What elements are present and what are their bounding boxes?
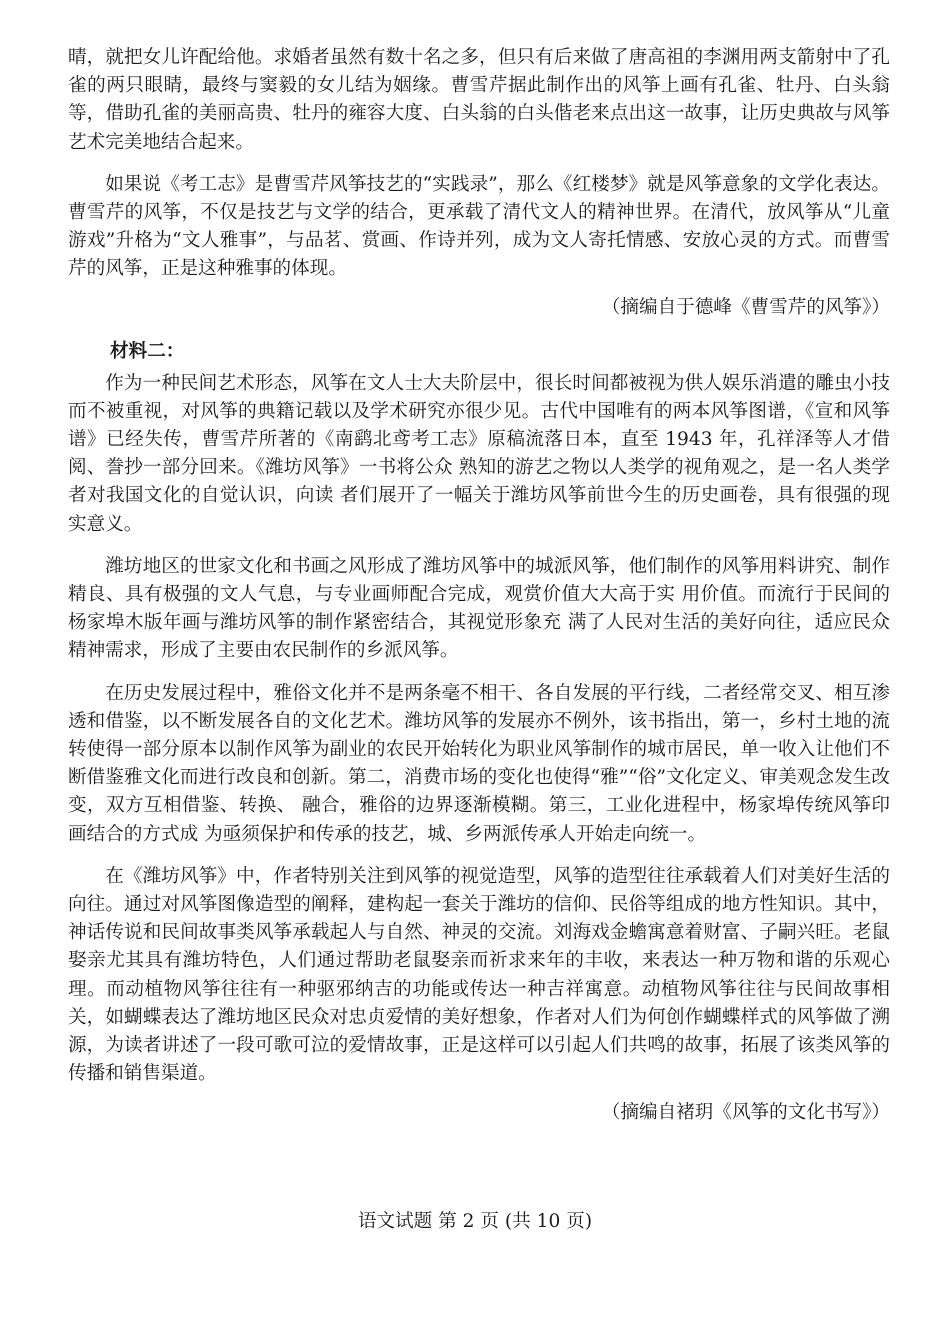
material2-paragraph-1: 作为一种民间艺术形态，风筝在文人士大夫阶层中，很长时间都被视为供人娱乐消遣的雕虫小技而不被重视，对风筝的典籍记载以及学术研究亦很少见。古代中国唯有的两本风筝图谱，《宣和风筝谱》已经失传，曹雪芹所著的《南鹞北鸢考工志》原稿流落日本，直至 1943 年，孔祥泽等人才借阅、誊抄一部分回来。《潍坊风筝》一书将公众 熟知的游艺之物以人类学的视角观之，是一名人类学者对我国文化的自觉认识，向读 者们展开了一幅关于潍坊风筝前世今生的历史画卷，具有很强的现实意义。 [68,372,890,535]
material2-heading: 材料二： [110,340,185,362]
material2-paragraph-3: 在历史发展过程中，雅俗文化并不是两条毫不相干、各自发展的平行线，二者经常交叉、相互渗透和借鉴，以不断发展各自的文化艺术。潍坊风筝的发展亦不例外，该书指出，第一，乡村土地的流转使得一部分原本以制作风筝为副业的农民开始转化为职业风筝制作的城市居民，单一收入让他们不断借鉴雅文化而进行改良和创新。第二，消费市场的变化也使得“雅”“俗”文化定义、审美观念发生改变，双方互相借鉴、转换、 融合，雅俗的边界逐渐模糊。第三，工业化进程中，杨家埠传统风筝印画结合的方式成 为亟须保护和传承的技艺，城、乡两派传承人开始走向统一。 [68,682,890,845]
page-content [68,44,890,1127]
page-footer: 语文试题 第 2 页 (共 10 页) [357,1211,593,1232]
material1-paragraph-2: 如果说《考工志》是曹雪芹风筝技艺的“实践录”，那么《红楼梦》就是风筝意象的文学化表达。曹雪芹的风筝，不仅是技艺与文学的结合，更承载了清代文人的精神世界。在清代，放风筝从“儿童游戏”升格为“文人雅事”，与品茗、赏画、作诗并列，成为文人寄托情感、安放心灵的方式。而曹雪芹的风筝，正是这种雅事的体现。 [68,173,890,280]
material1-source: （摘编自于德峰《曹雪芹的风筝》） [601,296,890,318]
material2-paragraph-2: 潍坊地区的世家文化和书画之风形成了潍坊风筝中的城派风筝，他们制作的风筝用料讲究、制作精良、具有极强的文人气息，与专业画师配合完成，观赏价值大大高于实 用价值。而流行于民间的杨家埠木版年画与潍坊风筝的制作紧密结合，其视觉形象充 满了人民对生活的美好向往，适应民众精神需求，形成了主要由农民制作的乡派风筝。 [68,555,890,662]
material2-paragraph-4: 在《潍坊风筝》中，作者特别关注到风筝的视觉造型，风筝的造型往往承载着人们对美好生活的向往。通过对风筝图像造型的阐释，建构起一套关于潍坊的信仰、民俗等组成的地方性知识。其中，神话传说和民间故事类风筝承载起人与自然、神灵的交流。刘海戏金蟾寓意着财富、子嗣兴旺。老鼠娶亲尤其具有潍坊特色，人们通过帮助老鼠娶亲而祈求来年的丰收，来表达一种万物和谐的乐观心理。而动植物风筝往往有一种驱邪纳吉的功能或传达一种吉祥寓意。动植物风筝往往与民间故事相关，如蝴蝶表达了潍坊地区民众对忠贞爱情的美好想象，作者对人们为何创作蝴蝶样式的风筝做了溯源，为读者讲述了一段可歌可泣的爱情故事，正是这样可以引起人们共鸣的故事，拓展了该类风筝的传播和销售渠道。 [68,865,890,1085]
material1-continued-paragraph: 晴，就把女儿许配给他。求婚者虽然有数十名之多，但只有后来做了唐高祖的李渊用两支箭射中了孔雀的两只眼睛，最终与窦毅的女儿结为姻缘。曹雪芹据此制作出的风筝上画有孔雀、牡丹、白头翁等，借助孔雀的美丽高贵、牡丹的雍容大度、白头翁的白头偕老来点出这一故事，让历史典故与风筝艺术完美地结合起来。 [68,47,890,153]
material2-source: （摘编自褚玥《风筝的文化书写》） [601,1101,890,1123]
